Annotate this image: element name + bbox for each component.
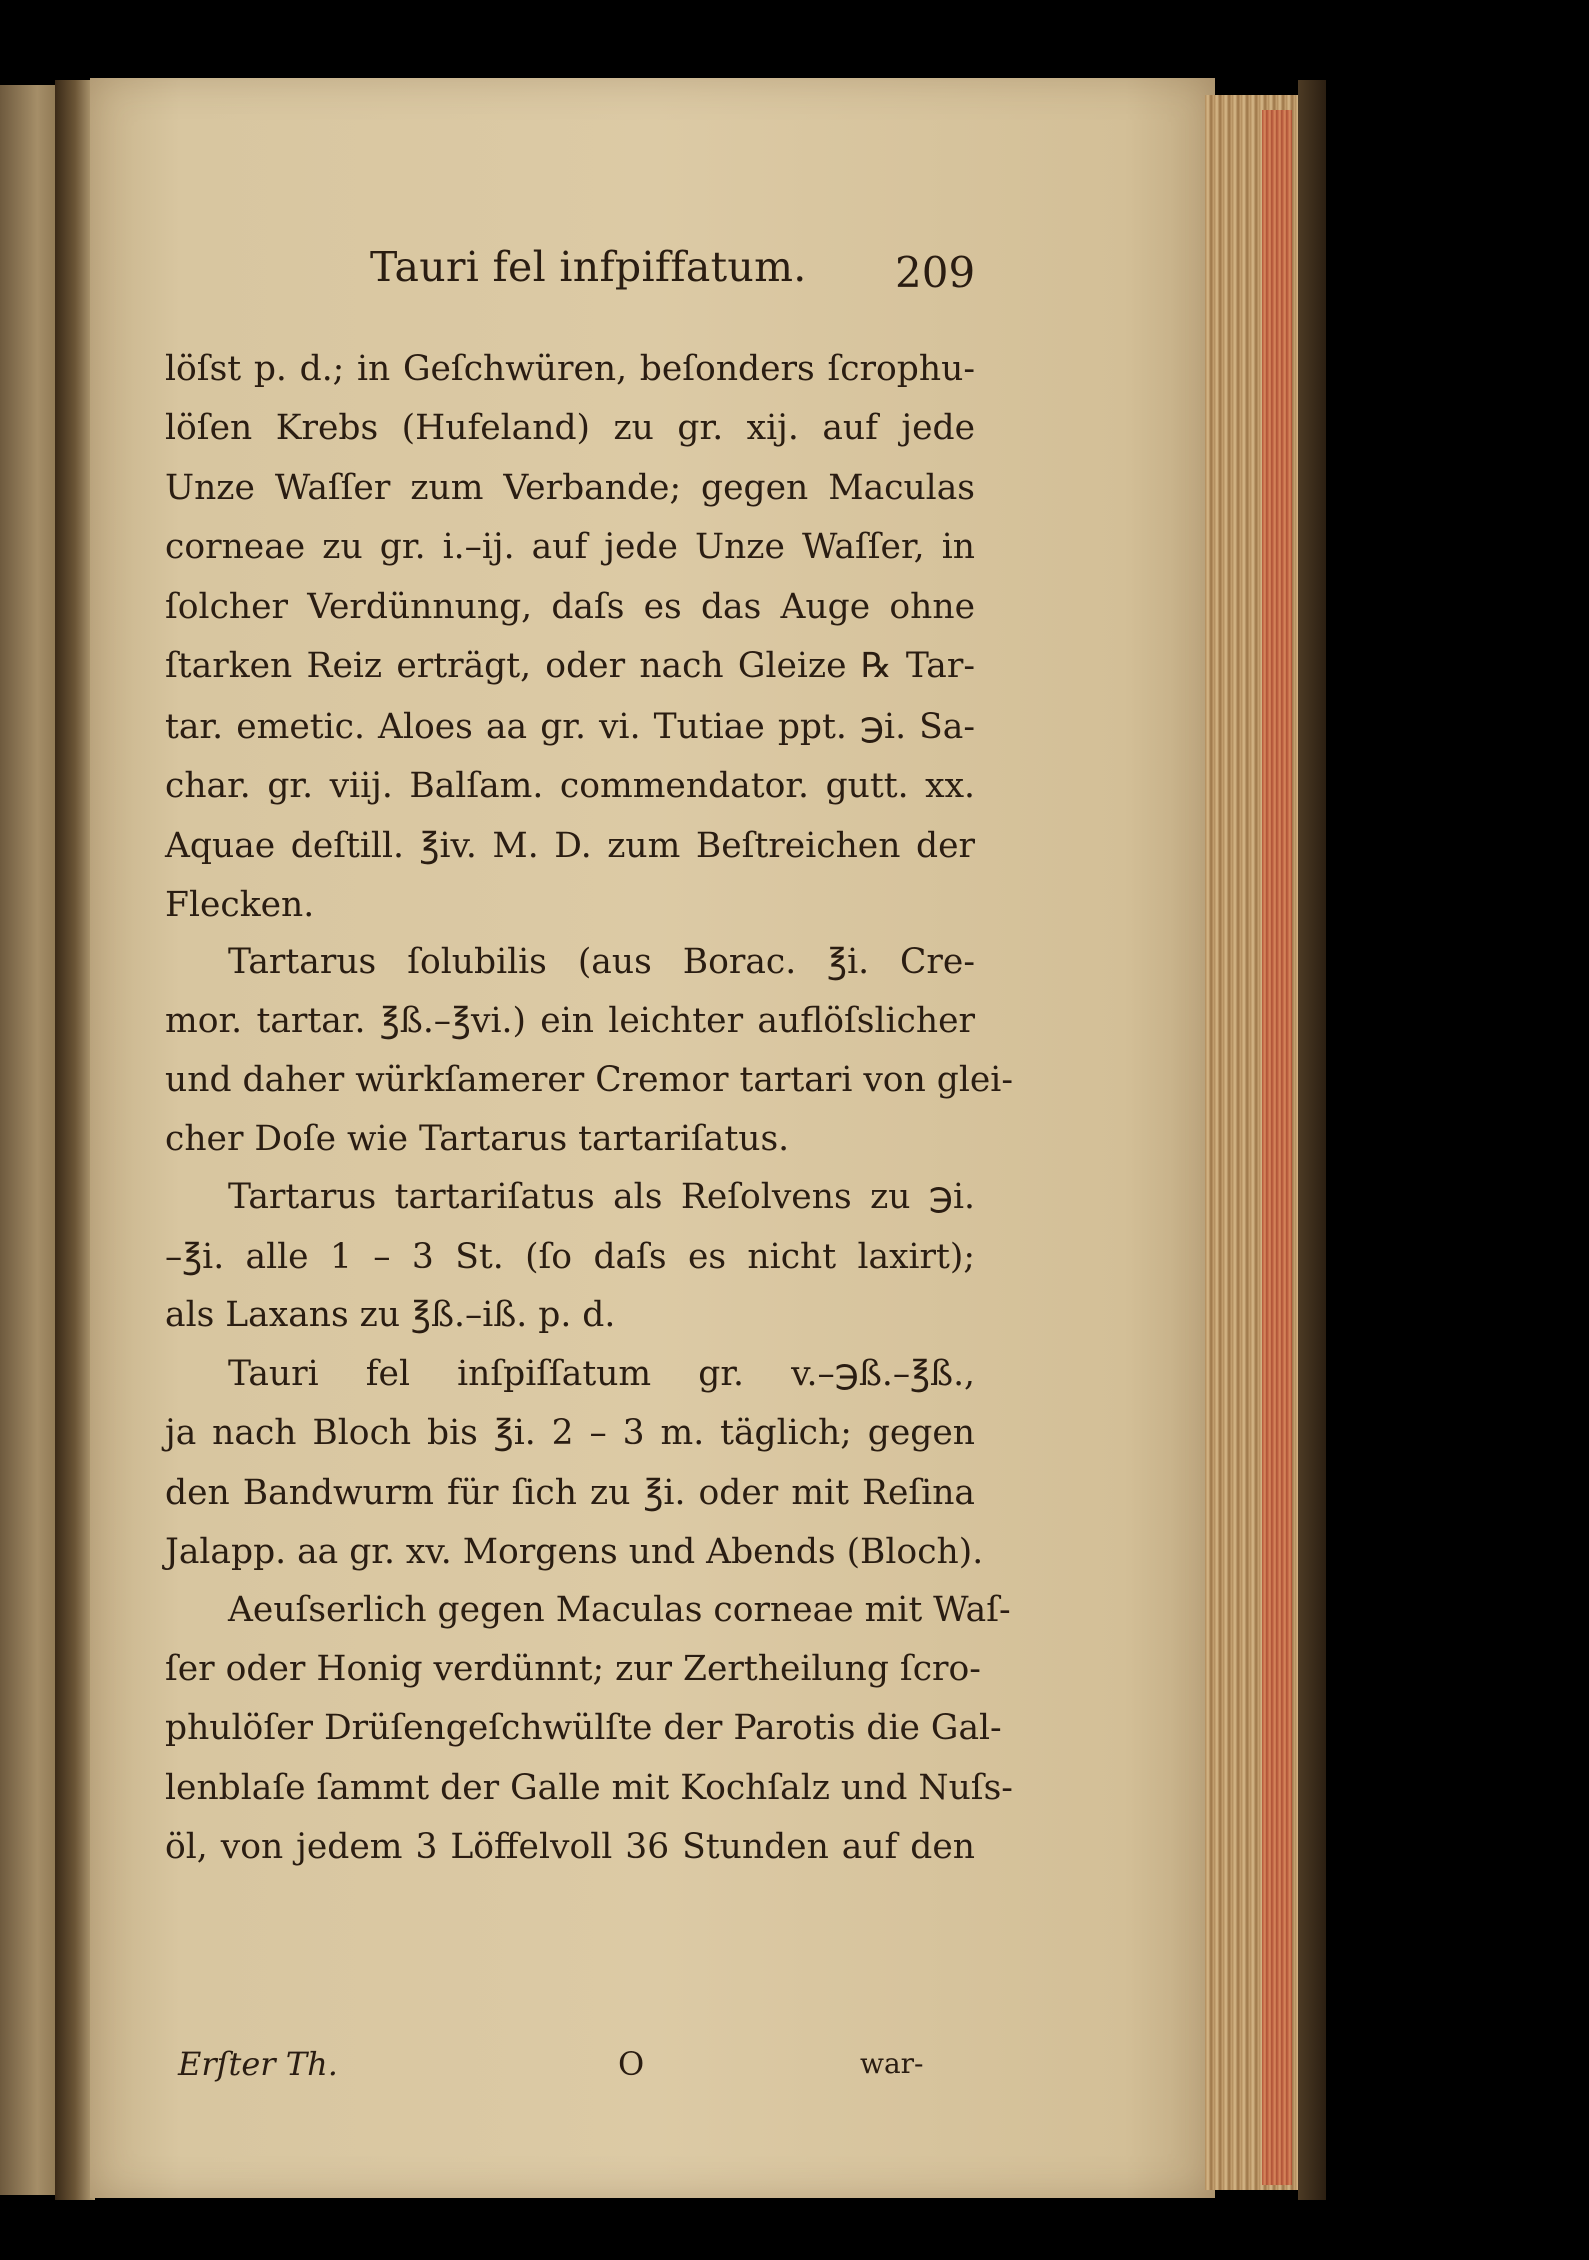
paragraph-start: Aeuſserlich gegen Maculas corneae mit Waſ- [228, 1590, 1011, 1630]
paragraph-start: Tauri fel inſpiſſatum gr. v.–℈ß.–℥ß., [228, 1354, 975, 1394]
book-cover-edge [1298, 80, 1326, 2200]
text-line: ja nach Bloch bis ℥i. 2 – 3 m. täglich; gegen [165, 1413, 975, 1453]
text-line: mor. tartar. ℥ß.–℥vi.) ein leichter auflöſslicher [165, 1001, 975, 1041]
facing-page-edge [0, 85, 62, 2195]
text-line: löſst p. d.; in Geſchwüren, beſonders ſcrophu- [165, 349, 975, 389]
text-line: –℥i. alle 1 – 3 St. (ſo daſs es nicht laxirt); [165, 1237, 975, 1277]
text-line: und daher würkſamerer Cremor tartari von glei- [165, 1060, 1013, 1100]
text-line: Unze Waſſer zum Verbande; gegen Maculas [165, 468, 975, 508]
text-line: den Bandwurm für ſich zu ℥i. oder mit Reſina [165, 1473, 975, 1513]
text-line: lenblaſe ſammt der Galle mit Kochſalz und Nuſs- [165, 1768, 1013, 1808]
paragraph-start: Tartarus tartariſatus als Reſolvens zu ℈i. [228, 1177, 975, 1217]
paragraph-start: Tartarus ſolubilis (aus Borac. ℥i. Cre- [228, 942, 975, 982]
text-line: char. gr. viij. Balſam. commendator. gutt. xx. [165, 766, 975, 806]
signature-line: Erſter Th. [178, 2045, 338, 2083]
running-head: Tauri fel infpiffatum. [370, 243, 807, 291]
text-line: cher Doſe wie Tartarus tartariſatus. [165, 1119, 790, 1159]
text-line: Jalapp. aa gr. xv. Morgens und Abends (Bloch). [165, 1532, 984, 1572]
text-line: löſen Krebs (Hufeland) zu gr. xij. auf jede [165, 408, 975, 448]
binding-gutter [55, 80, 95, 2200]
text-line: tar. emetic. Aloes aa gr. vi. Tutiae ppt. ℈i. Sa- [165, 707, 975, 747]
red-page-edges [1262, 110, 1292, 2185]
page-number: 209 [895, 248, 976, 297]
text-line: Flecken. [165, 885, 315, 925]
text-line: öl, von jedem 3 Löffelvoll 36 Stunden auf den [165, 1827, 975, 1867]
text-line: Aquae deſtill. ℥iv. M. D. zum Beſtreichen der [165, 826, 975, 866]
text-line: ſolcher Verdünnung, daſs es das Auge ohne [165, 587, 975, 627]
text-line: ſtarken Reiz erträgt, oder nach Gleize ℞ Tar- [165, 646, 975, 686]
text-line: als Laxans zu ℥ß.–iß. p. d. [165, 1295, 616, 1335]
catchword: war- [860, 2047, 924, 2080]
signature-mark: O [618, 2045, 645, 2083]
text-line: corneae zu gr. i.–ij. auf jede Unze Waſſer, in [165, 527, 975, 567]
text-line: phulöſer Drüſengeſchwülſte der Parotis die Gal- [165, 1708, 1002, 1748]
text-line: ſer oder Honig verdünnt; zur Zertheilung ſcro- [165, 1649, 981, 1689]
